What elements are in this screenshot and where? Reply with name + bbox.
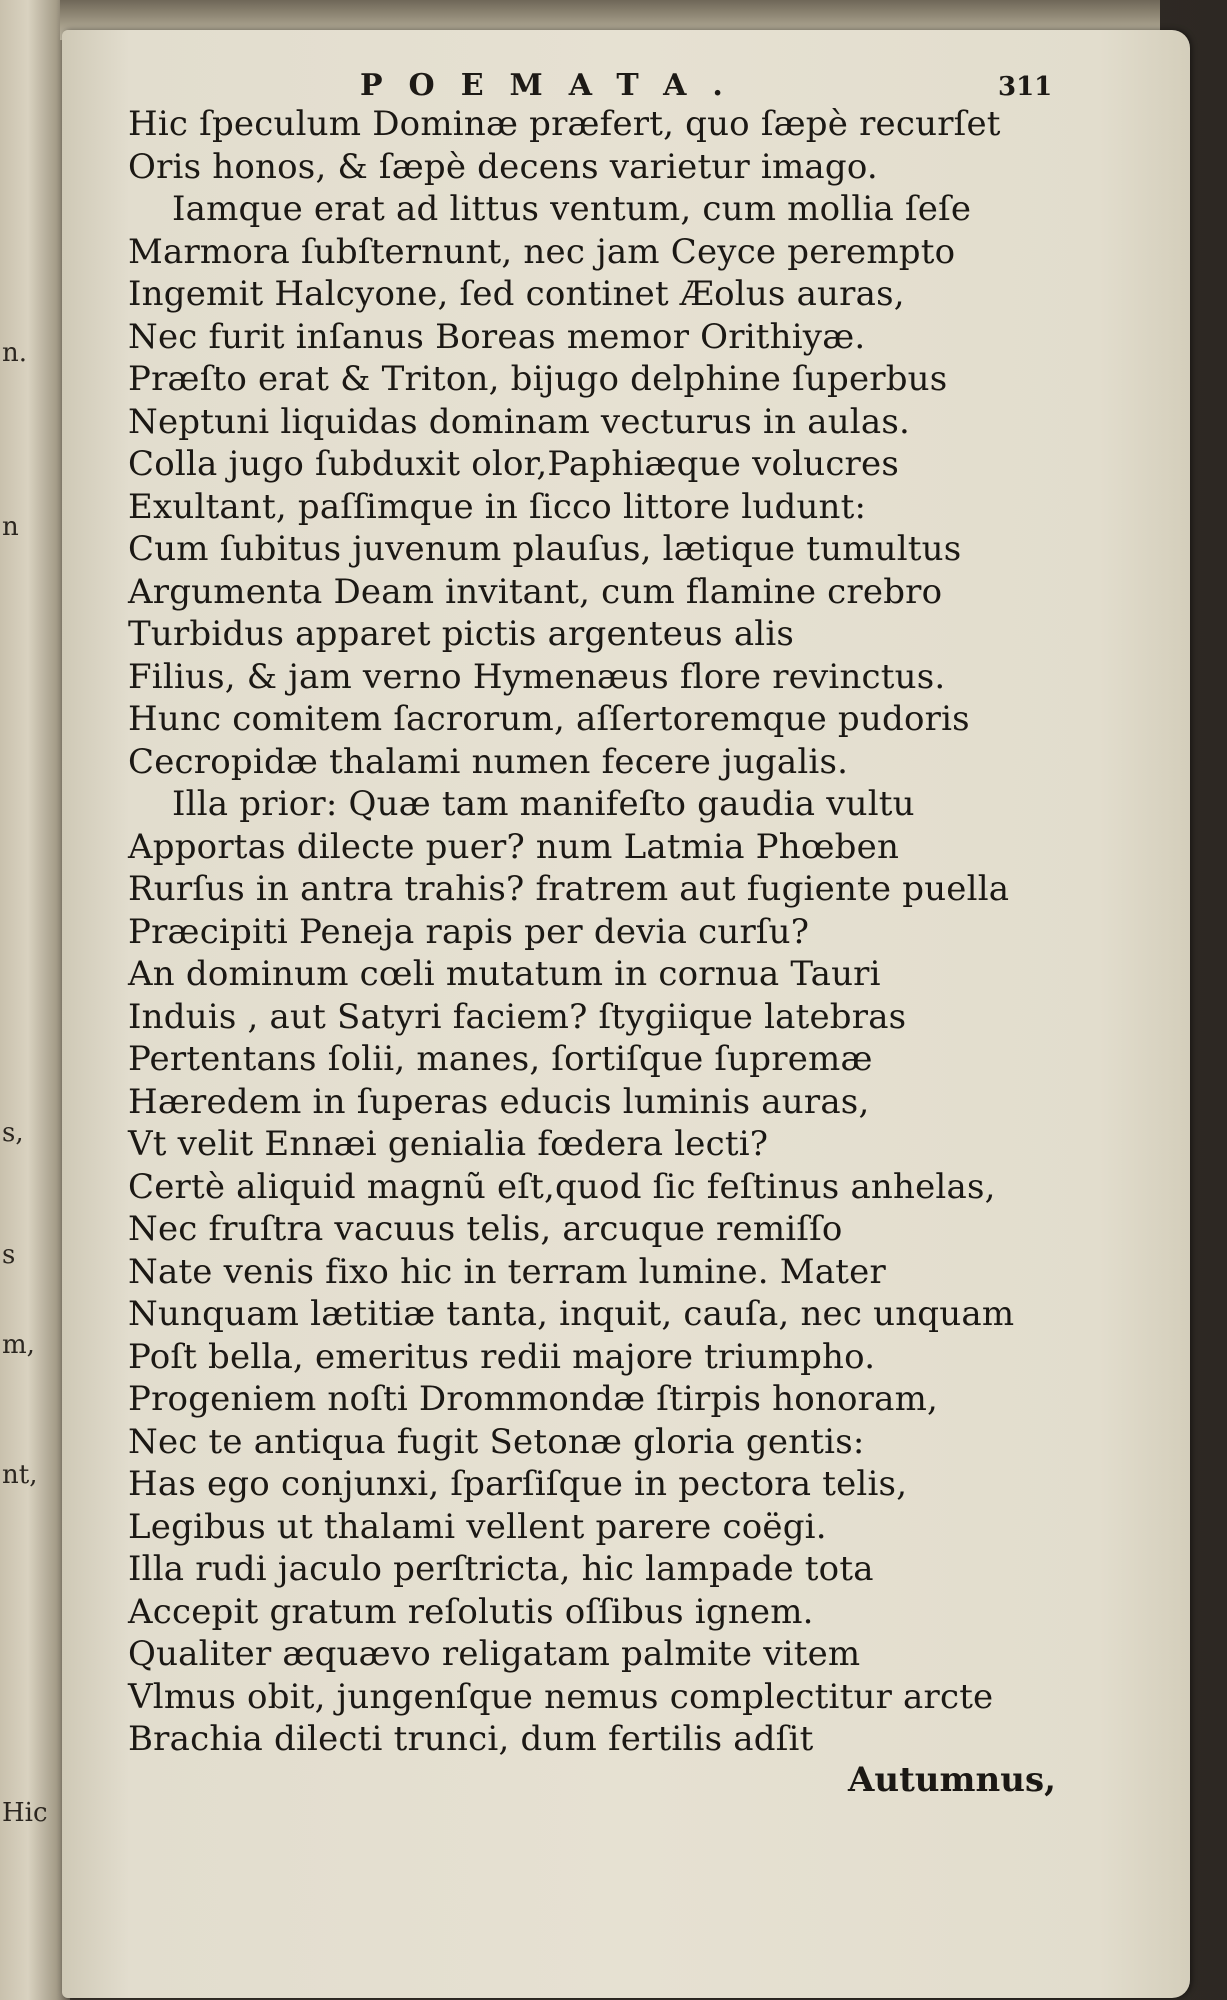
margin-fragment: n. xyxy=(2,338,28,368)
poem-text xyxy=(128,103,1108,1761)
verse-line: Nec fruſtra vacuus telis, arcuque remiſſo xyxy=(128,1209,843,1249)
verse-line: Brachia dilecti trunci, dum fertilis adſit xyxy=(128,1719,814,1759)
verse-line: Oris honos, & ſæpè decens varietur imago. xyxy=(128,146,878,187)
verse-line: Illa rudi jaculo perſtricta, hic lampade tota xyxy=(128,1549,874,1589)
verse-line: Argumenta Deam invitant, cum flamine crebro xyxy=(128,571,943,612)
verse-line: Has ego conjunxi, ſparſiſque in pectora telis, xyxy=(128,1464,908,1504)
verse-line: Hunc comitem ſacrorum, aſſertoremque pudoris xyxy=(128,699,970,739)
verse-line: An dominum cœli mutatum in cornua Tauri xyxy=(128,954,881,994)
verse-line: Pertentans ſolii, manes, ſortiſque ſupremæ xyxy=(128,1039,873,1079)
verse-line: Accepit gratum reſolutis oſſibus ignem. xyxy=(128,1591,814,1632)
verse-line: Præſto erat & Triton, bijugo delphine ſuperbus xyxy=(128,359,948,399)
margin-fragment: s xyxy=(2,1240,16,1270)
verse-line: Poſt bella, emeritus redii majore triumpho. xyxy=(128,1336,876,1377)
verse-line: Filius, & jam verno Hymenæus flore revinctus. xyxy=(128,656,946,697)
verse-line: Colla jugo ſubduxit olor,Paphiæque volucres xyxy=(128,444,899,484)
margin-fragment: n xyxy=(2,512,19,542)
verse-line: Illa prior: Quæ tam manifeſto gaudia vultu xyxy=(172,784,915,824)
verse-line: Qualiter æquævo religatam palmite vitem xyxy=(128,1634,861,1674)
margin-fragment: m, xyxy=(2,1330,35,1360)
verse-line: Neptuni liquidas dominam vecturus in aulas. xyxy=(128,401,911,442)
verse-line: Progeniem noſti Drommondæ ſtirpis honoram, xyxy=(128,1379,939,1419)
verse-line: Certè aliquid magnũ eſt,quod ſic feſtinus anhelas, xyxy=(128,1166,996,1207)
page-header xyxy=(62,68,1190,108)
verse-line: Turbidus apparet pictis argenteus alis xyxy=(128,614,795,654)
verse-line: Induis , aut Satyri faciem? ſtygiique latebras xyxy=(128,996,907,1037)
margin-fragment: nt, xyxy=(2,1460,38,1490)
verse-line: Iamque erat ad littus ventum, cum mollia ſeſe xyxy=(172,189,972,229)
verse-line: Nec te antiqua fugit Setonæ gloria gentis: xyxy=(128,1421,865,1462)
catchword: Autumnus, xyxy=(848,1760,1056,1800)
verse-line: Præcipiti Peneja rapis per devia curſu? xyxy=(128,911,810,952)
verse-line: Exultant, paſſimque in ſicco littore ludunt: xyxy=(128,486,867,527)
verse-line: Ingemit Halcyone, ſed continet Æolus auras, xyxy=(128,274,905,314)
verse-line: Vt velit Ennæi genialia fœdera lecti? xyxy=(128,1124,769,1164)
verse-line: Nunquam lætitiæ tanta, inquit, cauſa, nec unquam xyxy=(128,1294,1015,1334)
verse-line: Nate venis fixo hic in terram lumine. Mater xyxy=(128,1251,886,1292)
margin-fragment: s, xyxy=(2,1118,24,1148)
verse-line: Rurſus in antra trahis? fratrem aut fugiente puella xyxy=(128,869,1010,909)
verse-line: Vlmus obit, jungenſque nemus complectitur arcte xyxy=(128,1676,994,1717)
verse-line: Cecropidæ thalami numen fecere jugalis. xyxy=(128,741,849,782)
verse-line: Nec furit inſanus Boreas memor Orithiyæ. xyxy=(128,316,866,357)
verse-line: Legibus ut thalami vellent parere coëgi. xyxy=(128,1506,827,1547)
verse-line: Cum ſubitus juvenum plauſus, lætique tumultus xyxy=(128,529,962,569)
verse-line: Hæredem in ſuperas educis luminis auras, xyxy=(128,1081,870,1122)
verse-line: Apportas dilecte puer? num Latmia Phœben xyxy=(128,826,900,867)
running-title: POEMATA. xyxy=(360,68,749,103)
page-number: 311 xyxy=(998,72,1053,102)
verse-line: Marmora ſubſternunt, nec jam Ceyce perempto xyxy=(128,231,956,272)
verse-line: Hic ſpeculum Dominæ præfert, quo ſæpè recurſet xyxy=(128,104,1001,144)
margin-fragment: Hic xyxy=(2,1798,48,1828)
previous-page-edge xyxy=(0,0,70,2000)
